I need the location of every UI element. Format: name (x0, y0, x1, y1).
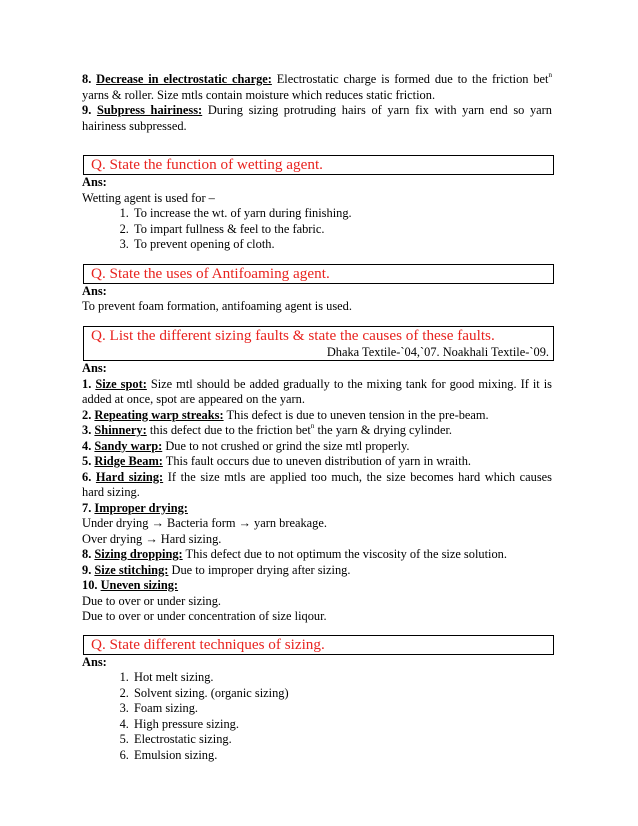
list-item: 2. To impart fullness & feel to the fabric. (132, 222, 552, 238)
question-sizing-techniques: Q. State different techniques of sizing. (83, 635, 554, 655)
question-wetting-agent: Q. State the function of wetting agent. (83, 155, 554, 175)
list-item: 6. Emulsion sizing. (132, 748, 552, 764)
answer-label: Ans: (82, 361, 107, 375)
fault-7: 7. Improper drying: (82, 500, 188, 515)
fault-10: 10. Uneven sizing: (82, 578, 179, 592)
question-sizing-faults: Q. List the different sizing faults & state the causes of these faults. (91, 326, 495, 344)
uneven-line: Due to over or under concentration of size liqour. (82, 609, 327, 623)
list-item: 3. Foam sizing. (132, 701, 552, 717)
drying-line: Over drying → Hard sizing. (82, 531, 222, 546)
antifoaming-text: To prevent foam formation, antifoaming agent is used. (82, 299, 352, 313)
list-item: 1. Hot melt sizing. (132, 670, 552, 686)
fault-2: 2. Repeating warp streaks: This defect is due to uneven tension in the pre-beam. (82, 407, 489, 422)
answer-label: Ans: (82, 283, 107, 298)
list-item: 4. High pressure sizing. (132, 717, 552, 733)
fault-4: 4. Sandy warp: Due to not crushed or grind the size mtl properly. (82, 438, 410, 453)
answer-label: Ans: (82, 654, 107, 669)
answer-label: Ans: (82, 175, 107, 189)
fault-6: 6. Hard sizing: If the size mtls are applied too much, the size becomes hard which causes hard sizing. (82, 469, 552, 499)
list-item: 2. Solvent sizing. (organic sizing) (132, 686, 552, 702)
fault-9: 9. Size stitching: Due to improper drying after sizing. (82, 562, 351, 577)
fault-3: 3. Shinnery: this defect due to the friction bet$^n$ the yarn & drying cylinder. (82, 422, 452, 437)
question-sizing-faults-box (83, 326, 554, 362)
wetting-list (82, 206, 552, 253)
list-item: 3. To prevent opening of cloth. (132, 237, 552, 253)
list-item: 5. Electrostatic sizing. (132, 732, 552, 748)
list-item: 1. To increase the wt. of yarn during finishing. (132, 206, 552, 222)
wetting-intro: Wetting agent is used for – (82, 190, 215, 205)
document-page (82, 72, 552, 763)
uneven-line: Due to over or under sizing. (82, 593, 222, 608)
fault-5: 5. Ridge Beam: This fault occurs due to uneven distribution of yarn in wraith. (82, 454, 471, 468)
techniques-list (82, 670, 552, 763)
fault-1: 1. Size spot: Size mtl should be added gradually to the mixing tank for good mixing. If it is added at once, spot are appeared on the yarn. (82, 376, 553, 406)
item-9: 9. Subpress hairiness: During sizing protruding hairs of yarn fix with yarn end so yarn hairiness subpressed. (82, 103, 552, 133)
question-antifoaming-agent: Q. State the uses of Antifoaming agent. (83, 264, 554, 284)
fault-8: 8. Sizing dropping: This defect due to not optimum the viscosity of the size solution. (82, 547, 507, 561)
drying-line: Under drying → Bacteria form → yarn breakage. (82, 516, 327, 530)
question-source: Dhaka Textile-`04,`07. Noakhali Textile-`09. (326, 344, 549, 359)
item-8: 8. Decrease in electrostatic charge: Electrostatic charge is formed due to the friction bet$^n$ yarns & roller. Size mtls contain moisture which reduces static friction. (82, 71, 552, 102)
